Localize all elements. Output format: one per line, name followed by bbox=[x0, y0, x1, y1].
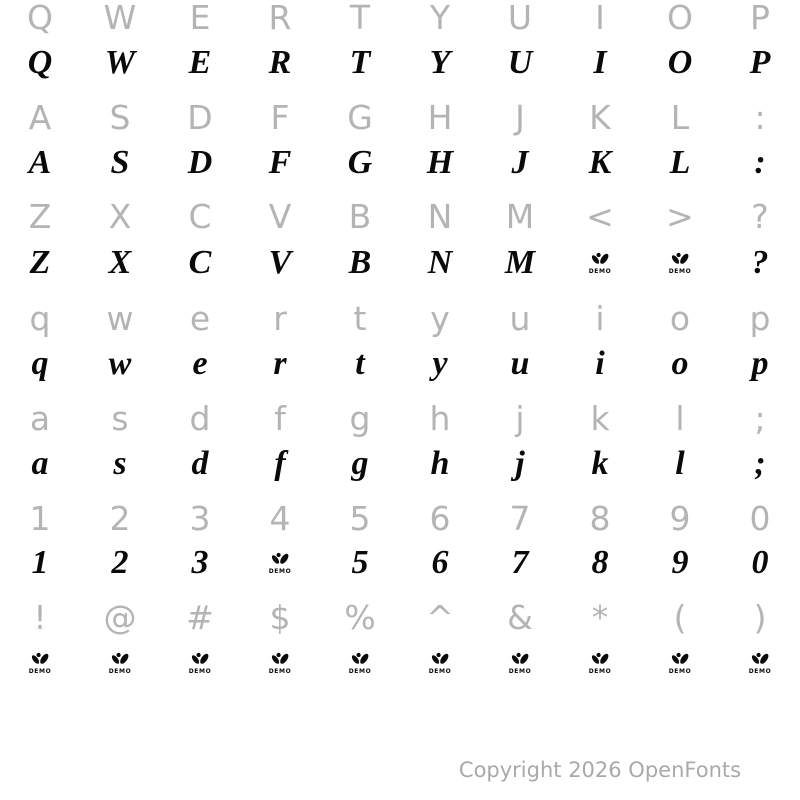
key-glyph: U bbox=[507, 44, 533, 81]
key-glyph: l bbox=[675, 399, 685, 438]
key-glyph: * bbox=[591, 598, 609, 637]
key-glyph: A bbox=[28, 98, 52, 137]
key-glyph: C bbox=[188, 244, 212, 281]
key-glyph: j bbox=[515, 399, 525, 438]
key-glyph: N bbox=[427, 197, 453, 236]
key-glyph: G bbox=[347, 98, 373, 137]
key-glyph: C bbox=[188, 197, 212, 236]
key-glyph: : bbox=[754, 144, 766, 181]
demo-ornament-glyph bbox=[160, 641, 240, 685]
key-glyph: d bbox=[189, 399, 211, 438]
demo-ornament-glyph bbox=[240, 641, 320, 685]
demo-label: DEMO bbox=[348, 667, 372, 675]
demo-ornament-glyph bbox=[640, 641, 720, 685]
key-glyph: > bbox=[666, 197, 694, 236]
glyph-row-lowercase-qwerty-muted bbox=[0, 297, 800, 341]
key-glyph: Q bbox=[27, 44, 53, 81]
key-glyph: : bbox=[754, 98, 766, 137]
demo-label: DEMO bbox=[668, 667, 692, 675]
key-glyph: e bbox=[189, 299, 211, 338]
glyph-row-digits-muted bbox=[0, 497, 800, 541]
demo-label: DEMO bbox=[188, 667, 212, 675]
key-glyph: i bbox=[595, 345, 605, 382]
glyph-row-digits-solid bbox=[0, 541, 800, 585]
key-glyph: V bbox=[268, 197, 292, 236]
key-glyph: R bbox=[268, 0, 292, 37]
demo-fleuron-icon bbox=[29, 652, 51, 667]
glyph-row-uppercase-bottom-muted bbox=[0, 195, 800, 239]
key-glyph: p bbox=[749, 299, 771, 338]
key-glyph: E bbox=[189, 0, 211, 37]
demo-fleuron-icon bbox=[589, 652, 611, 667]
key-glyph: h bbox=[429, 399, 451, 438]
key-glyph: 1 bbox=[31, 544, 49, 581]
key-glyph: I bbox=[593, 44, 607, 81]
key-glyph: 1 bbox=[29, 499, 51, 538]
key-glyph: ) bbox=[753, 598, 767, 637]
key-glyph: q bbox=[29, 299, 51, 338]
key-glyph: B bbox=[348, 197, 372, 236]
key-glyph: r bbox=[273, 345, 287, 382]
key-glyph: 7 bbox=[509, 499, 531, 538]
key-glyph: O bbox=[667, 0, 693, 37]
key-glyph: Z bbox=[28, 197, 52, 236]
demo-fleuron-icon bbox=[589, 252, 611, 267]
key-glyph: a bbox=[31, 445, 49, 482]
key-glyph: a bbox=[29, 399, 51, 438]
key-glyph: s bbox=[111, 399, 129, 438]
key-glyph: o bbox=[671, 345, 689, 382]
glyph-row-lowercase-home-muted bbox=[0, 397, 800, 441]
demo-fleuron-icon bbox=[749, 652, 771, 667]
key-glyph: f bbox=[274, 445, 286, 482]
key-glyph: Y bbox=[429, 0, 451, 37]
demo-fleuron-icon bbox=[429, 652, 451, 667]
glyph-row-symbols-muted bbox=[0, 596, 800, 640]
key-glyph: 0 bbox=[749, 499, 771, 538]
key-glyph: W bbox=[104, 44, 136, 81]
demo-label: DEMO bbox=[508, 667, 532, 675]
key-glyph: G bbox=[347, 144, 373, 181]
demo-ornament-glyph bbox=[560, 641, 640, 685]
key-glyph: k bbox=[591, 445, 609, 482]
key-glyph: V bbox=[268, 244, 292, 281]
demo-label: DEMO bbox=[268, 667, 292, 675]
key-glyph: @ bbox=[103, 598, 137, 637]
copyright-text: Copyright 2026 OpenFonts bbox=[458, 758, 742, 782]
key-glyph: S bbox=[110, 144, 130, 181]
key-glyph: D bbox=[187, 144, 213, 181]
demo-label: DEMO bbox=[748, 667, 772, 675]
key-glyph: # bbox=[186, 598, 214, 637]
key-glyph: J bbox=[515, 98, 525, 137]
key-glyph: N bbox=[427, 244, 453, 281]
key-glyph: ; bbox=[754, 445, 766, 482]
demo-ornament-glyph bbox=[720, 641, 800, 685]
key-glyph: j bbox=[515, 445, 525, 482]
demo-label: DEMO bbox=[668, 267, 692, 275]
key-glyph: h bbox=[430, 445, 450, 482]
key-glyph: 3 bbox=[189, 499, 211, 538]
demo-fleuron-icon bbox=[349, 652, 371, 667]
key-glyph: y bbox=[432, 345, 448, 382]
key-glyph: T bbox=[349, 0, 371, 37]
glyph-row-uppercase-bottom-solid bbox=[0, 241, 800, 285]
key-glyph: ! bbox=[33, 598, 47, 637]
key-glyph: l bbox=[675, 445, 685, 482]
demo-ornament-glyph bbox=[560, 241, 640, 285]
key-glyph: 9 bbox=[669, 499, 691, 538]
key-glyph: q bbox=[31, 345, 49, 382]
demo-fleuron-icon bbox=[189, 652, 211, 667]
demo-ornament-glyph bbox=[480, 641, 560, 685]
key-glyph: y bbox=[430, 299, 450, 338]
demo-label: DEMO bbox=[588, 667, 612, 675]
key-glyph: p bbox=[751, 345, 769, 382]
key-glyph: Y bbox=[429, 44, 451, 81]
demo-fleuron-icon bbox=[509, 652, 531, 667]
demo-ornament-glyph bbox=[640, 241, 720, 285]
key-glyph: 5 bbox=[351, 544, 369, 581]
demo-fleuron-icon bbox=[669, 652, 691, 667]
key-glyph: E bbox=[188, 44, 212, 81]
key-glyph: 4 bbox=[269, 499, 291, 538]
key-glyph: W bbox=[103, 0, 137, 37]
demo-ornament-glyph bbox=[0, 641, 80, 685]
key-glyph: s bbox=[113, 445, 127, 482]
key-glyph: F bbox=[268, 144, 292, 181]
key-glyph: ^ bbox=[426, 598, 454, 637]
demo-ornament-glyph bbox=[240, 541, 320, 585]
key-glyph: P bbox=[749, 44, 771, 81]
key-glyph: & bbox=[507, 598, 533, 637]
glyph-row-uppercase-home-muted bbox=[0, 96, 800, 140]
key-glyph: f bbox=[274, 399, 286, 438]
key-glyph: P bbox=[750, 0, 770, 37]
key-glyph: D bbox=[187, 98, 213, 137]
demo-label: DEMO bbox=[588, 267, 612, 275]
key-glyph: Z bbox=[29, 244, 51, 281]
key-glyph: w bbox=[106, 299, 134, 338]
key-glyph: % bbox=[344, 598, 376, 637]
demo-ornament-glyph bbox=[80, 641, 160, 685]
key-glyph: B bbox=[348, 244, 372, 281]
key-glyph: Q bbox=[27, 0, 53, 37]
demo-label: DEMO bbox=[428, 667, 452, 675]
key-glyph: S bbox=[109, 98, 131, 137]
key-glyph: 0 bbox=[751, 544, 769, 581]
demo-fleuron-icon bbox=[109, 652, 131, 667]
glyph-row-symbols-solid bbox=[0, 641, 800, 685]
key-glyph: A bbox=[28, 144, 52, 181]
demo-fleuron-icon bbox=[269, 552, 291, 567]
key-glyph: g bbox=[351, 445, 369, 482]
key-glyph: K bbox=[588, 144, 612, 181]
key-glyph: 8 bbox=[589, 499, 611, 538]
key-glyph: M bbox=[505, 197, 535, 236]
key-glyph: F bbox=[270, 98, 290, 137]
demo-ornament-glyph bbox=[400, 641, 480, 685]
key-glyph: ; bbox=[754, 399, 766, 438]
key-glyph: k bbox=[590, 399, 610, 438]
glyph-row-uppercase-qwerty-muted bbox=[0, 0, 800, 40]
key-glyph: O bbox=[667, 44, 693, 81]
glyph-row-lowercase-home-solid bbox=[0, 442, 800, 486]
key-glyph: X bbox=[108, 197, 132, 236]
key-glyph: X bbox=[108, 244, 132, 281]
key-glyph: u bbox=[510, 345, 530, 382]
key-glyph: H bbox=[426, 144, 454, 181]
key-glyph: 8 bbox=[591, 544, 609, 581]
demo-fleuron-icon bbox=[269, 652, 291, 667]
key-glyph: o bbox=[669, 299, 691, 338]
key-glyph: L bbox=[670, 98, 690, 137]
key-glyph: I bbox=[595, 0, 605, 37]
key-glyph: g bbox=[349, 399, 371, 438]
key-glyph: T bbox=[349, 44, 371, 81]
key-glyph: 5 bbox=[349, 499, 371, 538]
key-glyph: < bbox=[586, 197, 614, 236]
key-glyph: t bbox=[353, 299, 367, 338]
key-glyph: L bbox=[669, 144, 691, 181]
key-glyph: 2 bbox=[111, 544, 129, 581]
key-glyph: w bbox=[108, 345, 132, 382]
glyph-row-lowercase-qwerty-solid bbox=[0, 342, 800, 386]
key-glyph: K bbox=[589, 98, 611, 137]
key-glyph: ( bbox=[673, 598, 687, 637]
key-glyph: $ bbox=[269, 598, 291, 637]
key-glyph: u bbox=[509, 299, 531, 338]
key-glyph: 2 bbox=[109, 499, 131, 538]
key-glyph: ? bbox=[751, 244, 769, 281]
demo-label: DEMO bbox=[108, 667, 132, 675]
key-glyph: J bbox=[511, 144, 529, 181]
key-glyph: 9 bbox=[671, 544, 689, 581]
demo-label: DEMO bbox=[268, 567, 292, 575]
key-glyph: H bbox=[427, 98, 453, 137]
key-glyph: 7 bbox=[511, 544, 529, 581]
key-glyph: e bbox=[192, 345, 208, 382]
demo-label: DEMO bbox=[28, 667, 52, 675]
key-glyph: U bbox=[507, 0, 533, 37]
key-glyph: 6 bbox=[431, 544, 449, 581]
key-glyph: ? bbox=[751, 197, 769, 236]
key-glyph: i bbox=[595, 299, 605, 338]
key-glyph: 3 bbox=[191, 544, 209, 581]
key-glyph: M bbox=[504, 244, 536, 281]
glyph-row-uppercase-home-solid bbox=[0, 141, 800, 185]
demo-fleuron-icon bbox=[669, 252, 691, 267]
key-glyph: d bbox=[191, 445, 209, 482]
glyph-row-uppercase-qwerty-solid bbox=[0, 41, 800, 85]
key-glyph: t bbox=[355, 345, 365, 382]
demo-ornament-glyph bbox=[320, 641, 400, 685]
key-glyph: r bbox=[273, 299, 287, 338]
key-glyph: 6 bbox=[429, 499, 451, 538]
key-glyph: R bbox=[268, 44, 292, 81]
